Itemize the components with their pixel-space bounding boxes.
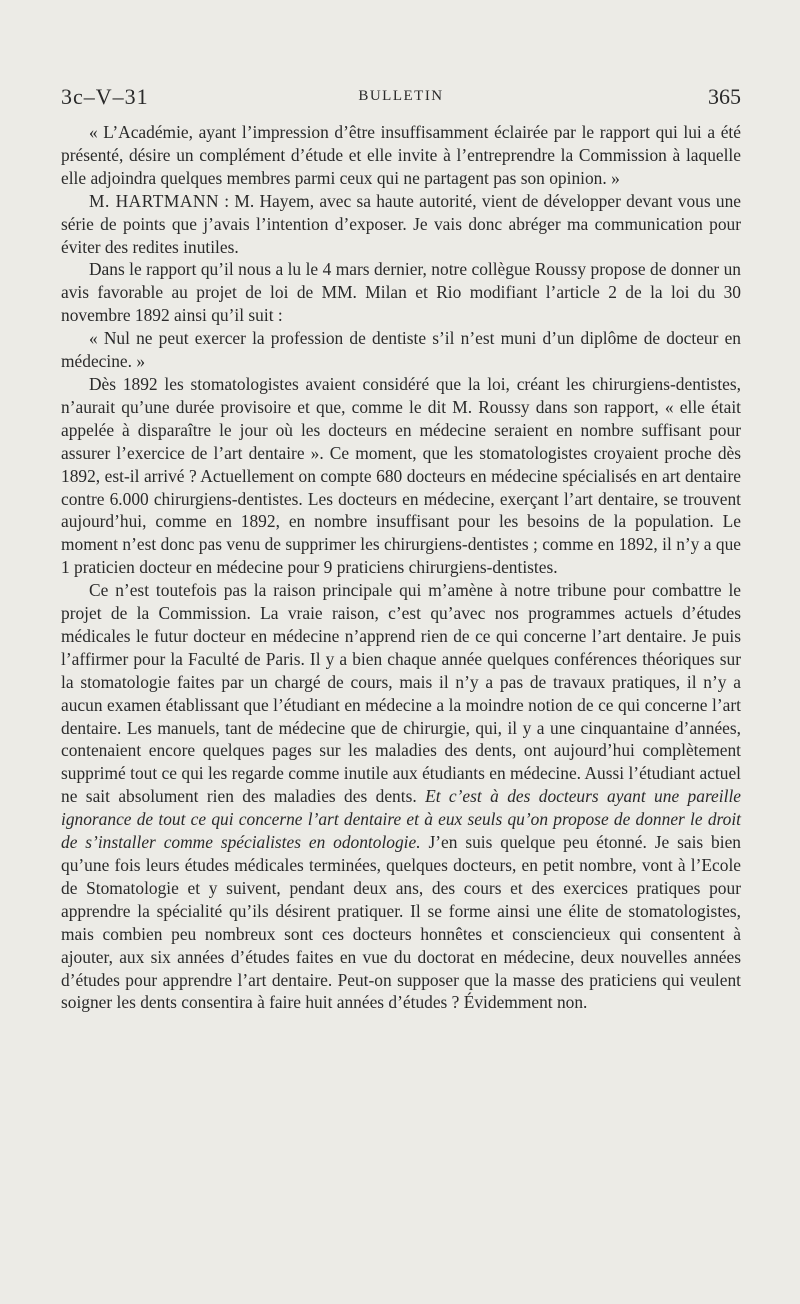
paragraph-law-quote: « Nul ne peut exercer la profession de dentiste s’il n’est muni d’un diplôme de docteur en médecine. » — [61, 328, 741, 372]
speaker-name: M. HARTMANN — [89, 190, 220, 211]
running-head — [61, 84, 741, 112]
header-signature: 3c–V–31 — [61, 84, 149, 109]
paragraph-rapport: Dans le rapport qu’il nous a lu le 4 mars dernier, notre collègue Roussy propose de donner un avis favorable au projet de loi de MM. Milan et Rio modifiant l’article 2 de la loi du 30 novembre 1892 ainsi qu’il suit : — [61, 259, 741, 326]
italic-emphasis: Et c’est à des docteurs ayant une pareille ignorance de tout ce qui concerne l’art dentaire et à eux seuls qu’on propose de donner le droit de s’installer comme spécialistes en odontologie. — [61, 786, 741, 853]
paragraph-academie-quote: « L’Académie, ayant l’impression d’être insuffisamment éclairée par le rapport qui lui a été présenté, désire un complément d’étude et elle invite à l’entreprendre la Commission à laquelle elle adjoindra quelques membres parmi ceux qui ne partagent pas son opinion. » — [61, 122, 741, 188]
paragraph-text-end: J’en suis quelque peu étonné. Je sais bien qu’une fois leurs études médicales terminées, quelques docteurs, en petit nombre, vont à l’Ecole de Stomatologie et y suivent, pendant deux ans, des cours et des exercices pratiques pour apprendre la spécialité qu’ils désirent pratiquer. Il se forme ainsi une élite de stomatologistes, mais combien peu nombreux sont ces docteurs honnêtes et consciencieux qui consentent à ajouter, aux six années d’études faites en vue du doctorat en médecine, deux nouvelles années d’études pour apprendre l’art dentaire. Peut-on supposer que la masse des praticiens qui veulent soigner les dents consentira à faire huit années d’études ? Évidemment non. — [61, 832, 741, 1013]
speaker-text: : M. Hayem, avec sa haute autorité, vient de développer devant vous une série de points que j’avais l’intention d’exposer. Je vais donc abréger ma communication pour éviter des redites inutiles. — [61, 190, 742, 257]
body-text — [61, 121, 741, 1014]
paragraph-raison-principale — [61, 579, 741, 1014]
paragraph-hartmann-intro — [61, 190, 741, 259]
paragraph-text-start: Ce n’est toutefois pas la raison principale qui m’amène à notre tribune pour combattre le projet de la Commission. La vraie raison, c’est qu’avec nos programmes actuels d’études médicales le futur docteur en médecine n’apprend rien de ce qui concerne l’art dentaire. Je puis l’affirmer pour la Faculté de Paris. Il y a bien chaque année quelques conférences théoriques sur la stomatologie faites par un chargé de cours, mais il n’y a pas de travaux pratiques, il n’y a aucun examen établissant que l’étudiant en médecine a la moindre notion de ce qui concerne l’art dentaire. Les manuels, tant de médecine que de chirurgie, qui, il y a une cinquantaine d’années, contenaient encore quelques pages sur les maladies des dents, ont aujourd’hui complètement supprimé tout ce qui les regarde comme inutile aux étudiants en médecine. Aussi l’étudiant actuel ne sait absolument rien des maladies des dents. — [61, 580, 741, 807]
header-title: BULLETIN — [358, 88, 444, 104]
paragraph-stomatologistes: Dès 1892 les stomatologistes avaient considéré que la loi, créant les chirurgiens-dentistes, n’aurait qu’une durée provisoire et que, comme le dit M. Roussy dans son rapport, « elle était appelée à disparaître le jour où les docteurs en médecine seraient en nombre suffisant pour assurer l’exercice de l’art dentaire ». Ce moment, que les stomatologistes croyaient proche dès 1892, est-il arrivé ? Actuellement on compte 680 docteurs en médecine spécialisés en art dentaire contre 6.000 chirurgiens-dentistes. Les docteurs en médecine, exerçant l’art dentaire, se trouvent aujourd’hui, comme en 1892, en nombre insuffisant pour les besoins de la population. Le moment n’est donc pas venu de supprimer les chirurgiens-dentistes ; comme en 1892, il n’y a que 1 praticien docteur en médecine pour 9 praticiens chirurgiens-dentistes. — [61, 373, 741, 578]
page-number: 365 — [708, 84, 741, 109]
